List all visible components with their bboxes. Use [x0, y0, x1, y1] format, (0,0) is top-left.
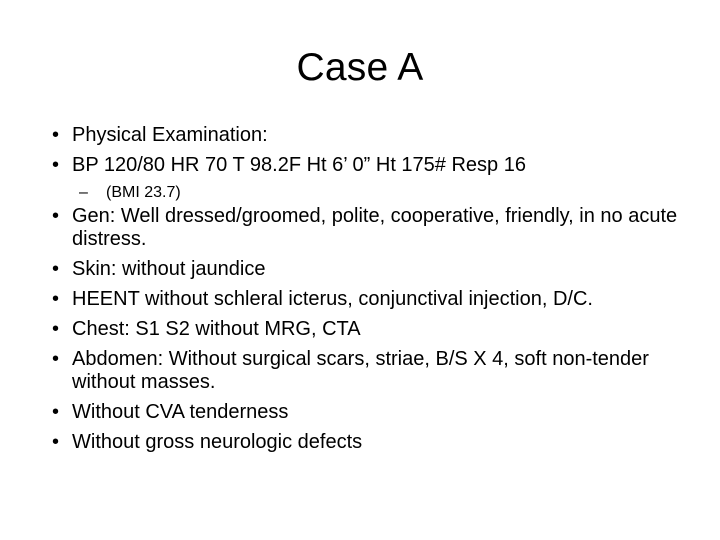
bullet-item	[52, 124, 682, 147]
bullet-icon: •	[52, 124, 60, 146]
bullet-text: Physical Examination:	[72, 124, 268, 146]
slide-body	[52, 124, 682, 461]
bullet-icon: •	[52, 318, 60, 340]
bullet-icon: •	[52, 431, 60, 453]
bullet-item	[52, 205, 682, 251]
bullet-item	[52, 401, 682, 424]
sub-bullet-text: (BMI 23.7)	[106, 184, 181, 201]
bullet-item	[52, 318, 682, 341]
bullet-icon: •	[52, 288, 60, 310]
bullet-text: BP 120/80 HR 70 T 98.2F Ht 6’ 0” Ht 175# Resp 16	[72, 154, 526, 176]
bullet-text: HEENT without schleral icterus, conjunctival injection, D/C.	[72, 288, 593, 310]
bullet-item	[52, 431, 682, 454]
bullet-item	[52, 288, 682, 311]
bullet-item	[52, 348, 682, 394]
bullet-icon: •	[52, 348, 60, 370]
bullet-item	[52, 258, 682, 281]
sub-bullet-item	[52, 183, 682, 203]
bullet-icon: •	[52, 154, 60, 176]
bullet-text: Chest: S1 S2 without MRG, CTA	[72, 318, 361, 340]
dash-icon: –	[79, 184, 88, 201]
slide-title: Case A	[296, 46, 424, 89]
bullet-icon: •	[52, 205, 60, 227]
bullet-icon: •	[52, 401, 60, 423]
bullet-text: Skin: without jaundice	[72, 258, 266, 280]
bullet-icon: •	[52, 258, 60, 280]
bullet-text: Without CVA tenderness	[72, 401, 289, 423]
bullet-text: Without gross neurologic defects	[72, 431, 363, 453]
bullet-item	[52, 154, 682, 177]
bullet-text: Abdomen: Without surgical scars, striae, B/S X 4, soft non-tender without masses.	[72, 348, 649, 393]
bullet-text: Gen: Well dressed/groomed, polite, cooperative, friendly, in no acute distress.	[72, 205, 678, 250]
